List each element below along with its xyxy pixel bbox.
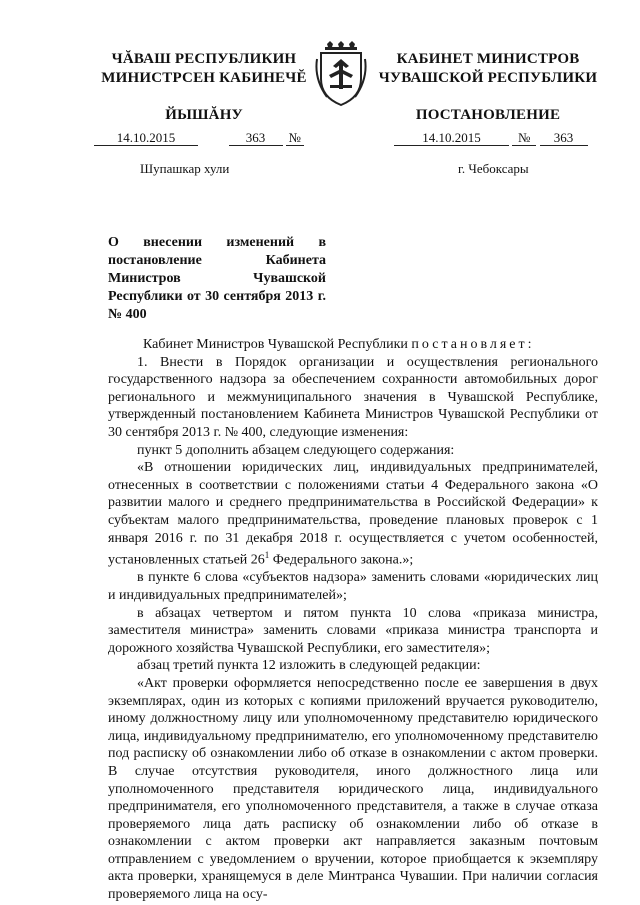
paragraph-6: абзац третий пункта 12 изложить в следующей редакции:	[137, 658, 481, 674]
paragraph-1: 1. Внести в Порядок организации и осуществления регионального государственного надзора за обеспечением сохранности автомобильных дорог регионального и межмуниципального значения в Чувашской Республике, утвержденный постановлением Кабинета Министров Чувашской Республики от 30 сентября 2013 г. № 400, следующие изменения:	[108, 354, 598, 440]
left-number: 363	[229, 130, 283, 146]
header-left-line2: МИНИСТРСЕН КАБИНЕЧĔ	[101, 70, 307, 86]
paragraph-4: в пункте 6 слова «субъектов надзора» заменить словами «юридических лиц и индивидуальных предпринимателей»;	[108, 570, 598, 603]
intro-resolves: постановляет:	[411, 337, 535, 352]
right-date-number-row	[394, 130, 588, 146]
right-number: 363	[540, 130, 588, 146]
document-title: О внесении изменений в постановление Кабинета Министров Чувашской Республики от 30 сентября 2013 г. № 400	[108, 235, 326, 322]
paragraph-2: пункт 5 дополнить абзацем следующего содержания:	[137, 442, 455, 458]
header-left-block	[96, 50, 312, 125]
paragraph-5: в абзацах четвертом и пятом пункта 10 слова «приказа министра, заместителя министра» заменить словами «приказа министра транспорта и дорожного хозяйства Чувашской Республики, его заместителя»;	[108, 605, 598, 656]
left-date-number-row	[94, 130, 304, 146]
document-body	[108, 336, 598, 904]
coat-of-arms-emblem	[313, 41, 369, 109]
left-city: Шупашкар хули	[140, 161, 230, 176]
right-number-sign: №	[512, 130, 536, 146]
paragraph-3-superscript: 1	[264, 550, 270, 561]
paragraph-3-tail: Федерального закона.»;	[269, 552, 414, 568]
left-date: 14.10.2015	[94, 130, 198, 146]
header-left-line1: ЧĂВАШ РЕСПУБЛИКИН	[111, 51, 297, 67]
right-city: г. Чебоксары	[458, 161, 529, 176]
header-right-line1: КАБИНЕТ МИНИСТРОВ	[396, 51, 580, 67]
left-number-sign: №	[286, 130, 304, 146]
header-right-doc-type: ПОСТАНОВЛЕНИЕ	[415, 107, 561, 123]
header-right-line2: ЧУВАШСКОЙ РЕСПУБЛИКИ	[378, 70, 598, 86]
intro-paragraph	[108, 336, 598, 354]
paragraph-3	[108, 459, 598, 569]
header-right-block	[370, 50, 606, 125]
paragraph-3-text: «В отношении юридических лиц, индивидуальных предпринимателей, отнесенных в соответствии с положениями статьи 4 Федерального закона «О развитии малого и среднего предпринимательства в Российской Федерации» к субъектам малого предпринимательства, проведение плановых проверок с 1 января 2016 г. по 31 декабря 2018 г. осуществляется с учетом особенностей, установленных статьей 26	[108, 460, 598, 568]
header-left-doc-type: ЙЫШĂНУ	[165, 107, 243, 123]
right-date: 14.10.2015	[394, 130, 509, 146]
paragraph-7: «Акт проверки оформляется непосредственно после ее завершения в двух экземплярах, один из которых с копиями приложений вручается руководителю, иному должностному лицу или уполномоченному представителю юридического лица, индивидуальному предпринимателю, его уполномоченному представителю под расписку об ознакомлении либо об отказе в ознакомлении с актом проверки. В случае отсутствия руководителя, иного должностного лица или уполномоченного представителя юридического лица, индивидуального предпринимателя, его уполномоченного представителя, а также в случае отказа проверяемого лица дать расписку об ознакомлении либо об отказе в ознакомлении с актом проверки акт направляется заказным почтовым отправлением с уведомлением о вручении, которое приобщается к экземпляру акта проверки, хранящемуся в деле Минтранса Чувашии. При наличии согласия проверяемого лица на осу-	[108, 675, 598, 903]
intro-text: Кабинет Министров Чувашской Республики	[143, 337, 412, 352]
